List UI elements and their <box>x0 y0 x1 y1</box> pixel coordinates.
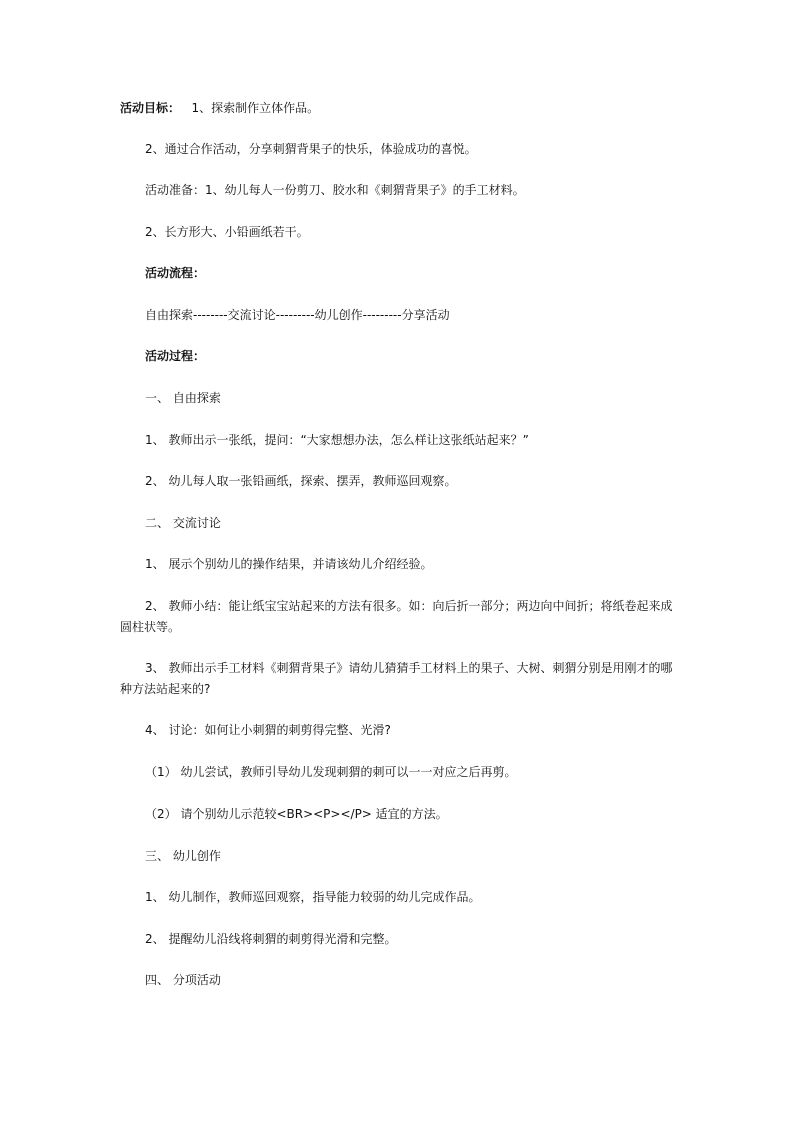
section-2-item-1: 1、 展示个别幼儿的操作结果，并请该幼儿介绍经验。 <box>145 557 433 571</box>
section-2-item-3-line-1: 3、 教师出示手工材料《刺猬背果子》请幼儿猜猜手工材料上的果子、大树、刺猬分别是用刚才的哪 <box>145 661 673 675</box>
flow-text: 自由探索--------交流讨论---------幼儿创作---------分享活动 <box>145 308 450 322</box>
section-2-item-2-line-2: 圆柱状等。 <box>120 620 181 634</box>
prep-2: 2、长方形大、小铅画纸若干。 <box>145 225 309 239</box>
process-heading: 活动过程： <box>145 349 206 363</box>
section-2-title: 二、 交流讨论 <box>145 516 221 530</box>
section-2-item-4-sub-2: （2） 请个别幼儿示范较<BR><P></P> 适宜的方法。 <box>145 807 448 821</box>
section-2-item-3-line-2: 种方法站起来的? <box>120 682 211 696</box>
section-3-title: 三、 幼儿创作 <box>145 849 221 863</box>
section-1-item-1: 1、 教师出示一张纸，提问：“大家想想办法，怎么样让这张纸站起来？” <box>145 433 529 447</box>
section-3-item-1: 1、 幼儿制作，教师巡回观察，指导能力较弱的幼儿完成作品。 <box>145 890 481 904</box>
prep-1: 活动准备：1、幼儿每人一份剪刀、胶水和《刺猬背果子》的手工材料。 <box>145 183 525 197</box>
section-4-title: 四、 分项活动 <box>145 973 221 987</box>
section-1-title: 一、 自由探索 <box>145 391 221 405</box>
section-2-item-2-line-1: 2、 教师小结：能让纸宝宝站起来的方法有很多。如：向后折一部分；两边向中间折；将纸卷起来成 <box>145 599 673 613</box>
goal-2: 2、通过合作活动，分享刺猬背果子的快乐，体验成功的喜悦。 <box>145 142 477 156</box>
section-1-item-2: 2、 幼儿每人取一张铅画纸，探索、摆弄，教师巡回观察。 <box>145 474 457 488</box>
flow-heading: 活动流程： <box>145 266 206 280</box>
section-2-item-4: 4、 讨论：如何让小刺猬的刺剪得完整、光滑? <box>145 723 391 737</box>
section-3-item-2: 2、 提醒幼儿沿线将刺猬的刺剪得光滑和完整。 <box>145 932 397 946</box>
section-2-item-4-sub-1: （1） 幼儿尝试，教师引导幼儿发现刺猬的刺可以一一对应之后再剪。 <box>145 765 517 779</box>
goal-label: 活动目标： <box>120 101 181 115</box>
goal-line <box>120 98 319 118</box>
goal-1: 1、探索制作立体作品。 <box>191 101 320 115</box>
